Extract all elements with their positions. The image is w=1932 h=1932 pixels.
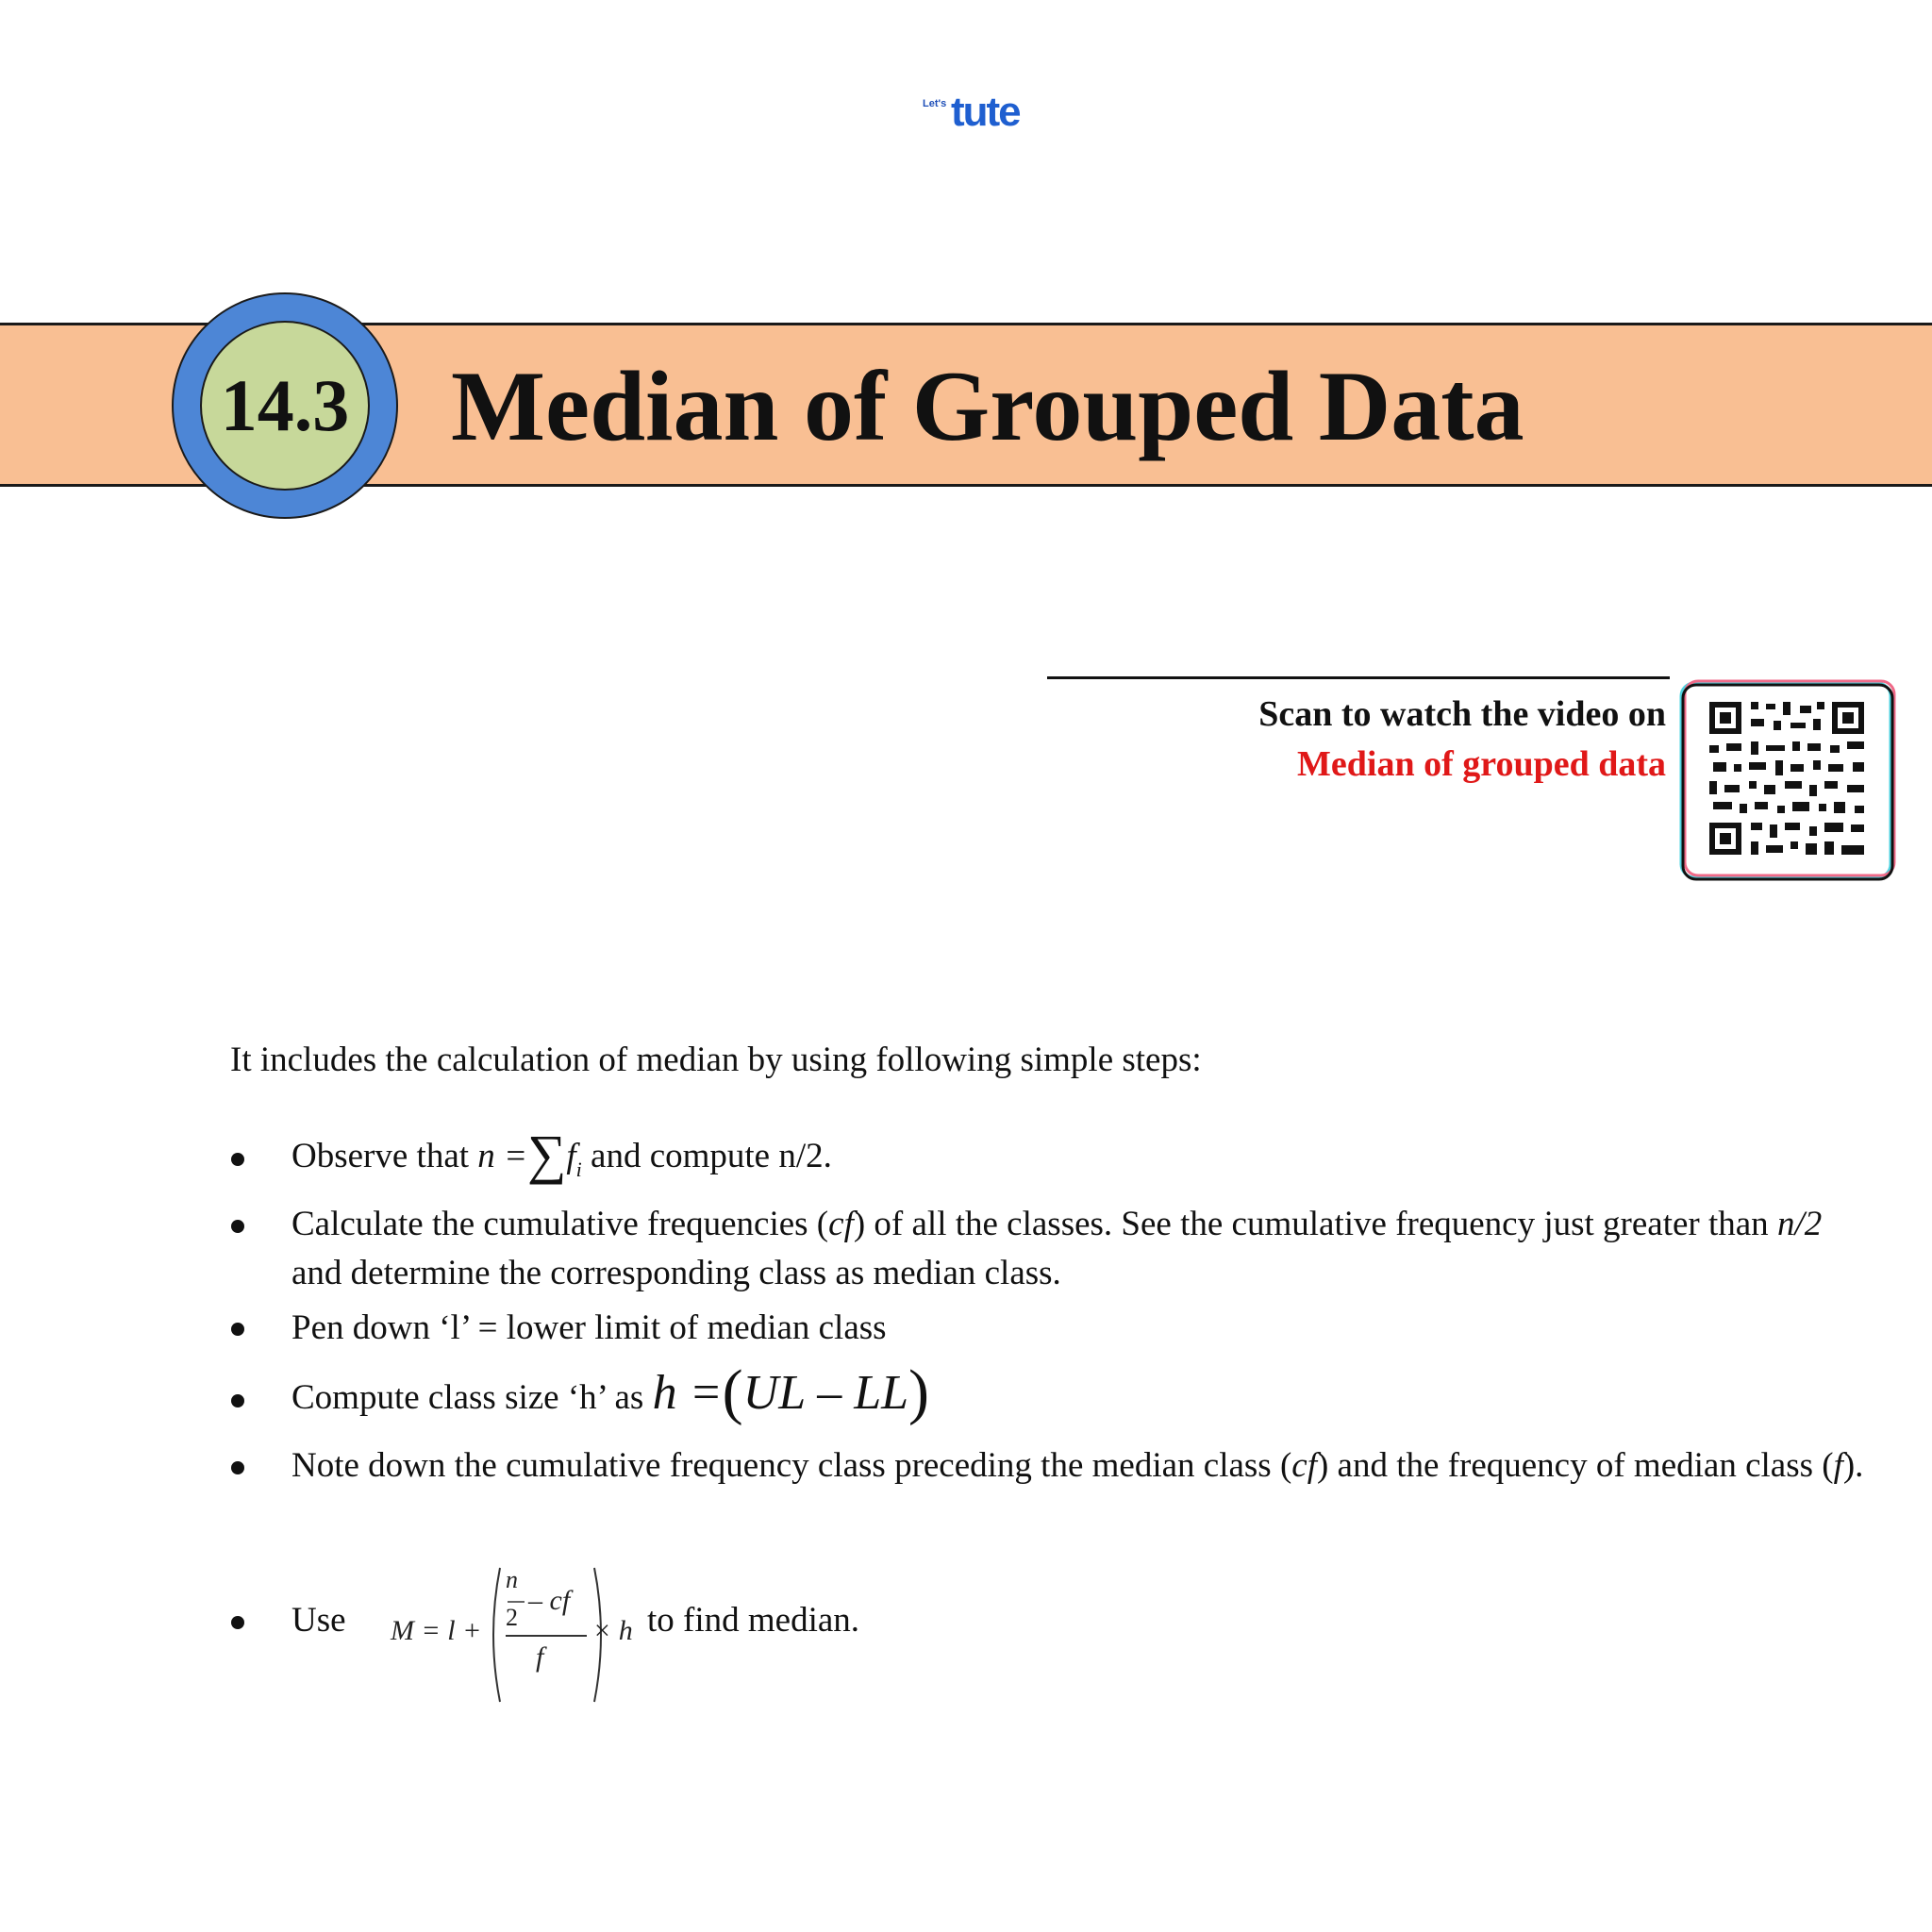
step-cumulative-frequencies bbox=[291, 1200, 1876, 1298]
step4-ul-ll: UL – LL bbox=[742, 1366, 909, 1420]
section-title: Median of Grouped Data bbox=[451, 351, 1524, 461]
formula-denominator: f bbox=[536, 1641, 544, 1673]
step5-f: f bbox=[1833, 1446, 1843, 1485]
step-note-cf-f bbox=[291, 1441, 1876, 1491]
step5-text-a: Note down the cumulative frequency class preceding the median class ( bbox=[291, 1446, 1292, 1485]
section-number-badge bbox=[172, 292, 398, 519]
bullet-4 bbox=[231, 1394, 244, 1407]
step4-h-equals: h = bbox=[652, 1366, 723, 1420]
qr-divider bbox=[1047, 676, 1670, 679]
lets-tute-logo bbox=[923, 89, 1036, 140]
step1-n-equals: n = bbox=[477, 1137, 527, 1175]
section-number: 14.3 bbox=[220, 364, 350, 446]
bullet-1 bbox=[231, 1153, 244, 1166]
step-class-size bbox=[291, 1357, 1876, 1426]
step2-text-a: Calculate the cumulative frequencies ( bbox=[291, 1205, 829, 1243]
formula-num-cf: – cf bbox=[528, 1585, 571, 1616]
step5-text-b: ) and the frequency of median class ( bbox=[1316, 1446, 1834, 1485]
formula-lhs: M = l + bbox=[391, 1615, 482, 1646]
step5-cf: cf bbox=[1291, 1446, 1317, 1485]
bullet-3 bbox=[231, 1323, 244, 1336]
intro-text: It includes the calculation of median by using following simple steps: bbox=[230, 1041, 1202, 1079]
formula-num-n: n bbox=[506, 1566, 518, 1593]
formula-num-2: 2 bbox=[506, 1604, 518, 1631]
median-formula bbox=[387, 1564, 641, 1706]
qr-caption-video-title[interactable]: Median of grouped data bbox=[1297, 744, 1666, 784]
step2-text-c: and determine the corresponding class as median class. bbox=[291, 1254, 1061, 1292]
step-observe-n bbox=[291, 1124, 1876, 1194]
step1-text-b: and compute n/2. bbox=[591, 1137, 832, 1175]
step4-paren-open: ( bbox=[722, 1357, 743, 1426]
bullet-6 bbox=[231, 1616, 244, 1629]
step6-use: Use bbox=[291, 1601, 346, 1640]
logo-main-text: tute bbox=[951, 89, 1020, 135]
step1-f: f bbox=[566, 1137, 576, 1175]
formula-rhs: × h bbox=[592, 1615, 633, 1646]
bullet-2 bbox=[231, 1220, 244, 1233]
step6-find-median: to find median. bbox=[647, 1601, 860, 1640]
step-lower-limit: Pen down ‘l’ = lower limit of median class bbox=[291, 1308, 887, 1347]
qr-code-icon bbox=[1672, 675, 1904, 887]
logo-small-text: Let's bbox=[923, 98, 947, 109]
step2-text-b: ) of all the classes. See the cumulative frequency just greater than bbox=[853, 1205, 1777, 1243]
step4-paren-close: ) bbox=[908, 1357, 930, 1426]
section-number-badge-inner bbox=[200, 321, 370, 491]
step4-text-a: Compute class size ‘h’ as bbox=[291, 1378, 644, 1417]
sigma-symbol: ∑ bbox=[527, 1124, 567, 1185]
bullet-5 bbox=[231, 1461, 244, 1474]
step5-text-c: ). bbox=[1842, 1446, 1864, 1485]
qr-code[interactable] bbox=[1672, 675, 1904, 887]
step1-text-a: Observe that bbox=[291, 1137, 470, 1175]
qr-caption-line1: Scan to watch the video on bbox=[1258, 694, 1666, 734]
step2-cf: cf bbox=[828, 1205, 854, 1243]
step2-n-half: n/2 bbox=[1776, 1205, 1823, 1243]
step1-subscript-i: i bbox=[575, 1158, 582, 1181]
